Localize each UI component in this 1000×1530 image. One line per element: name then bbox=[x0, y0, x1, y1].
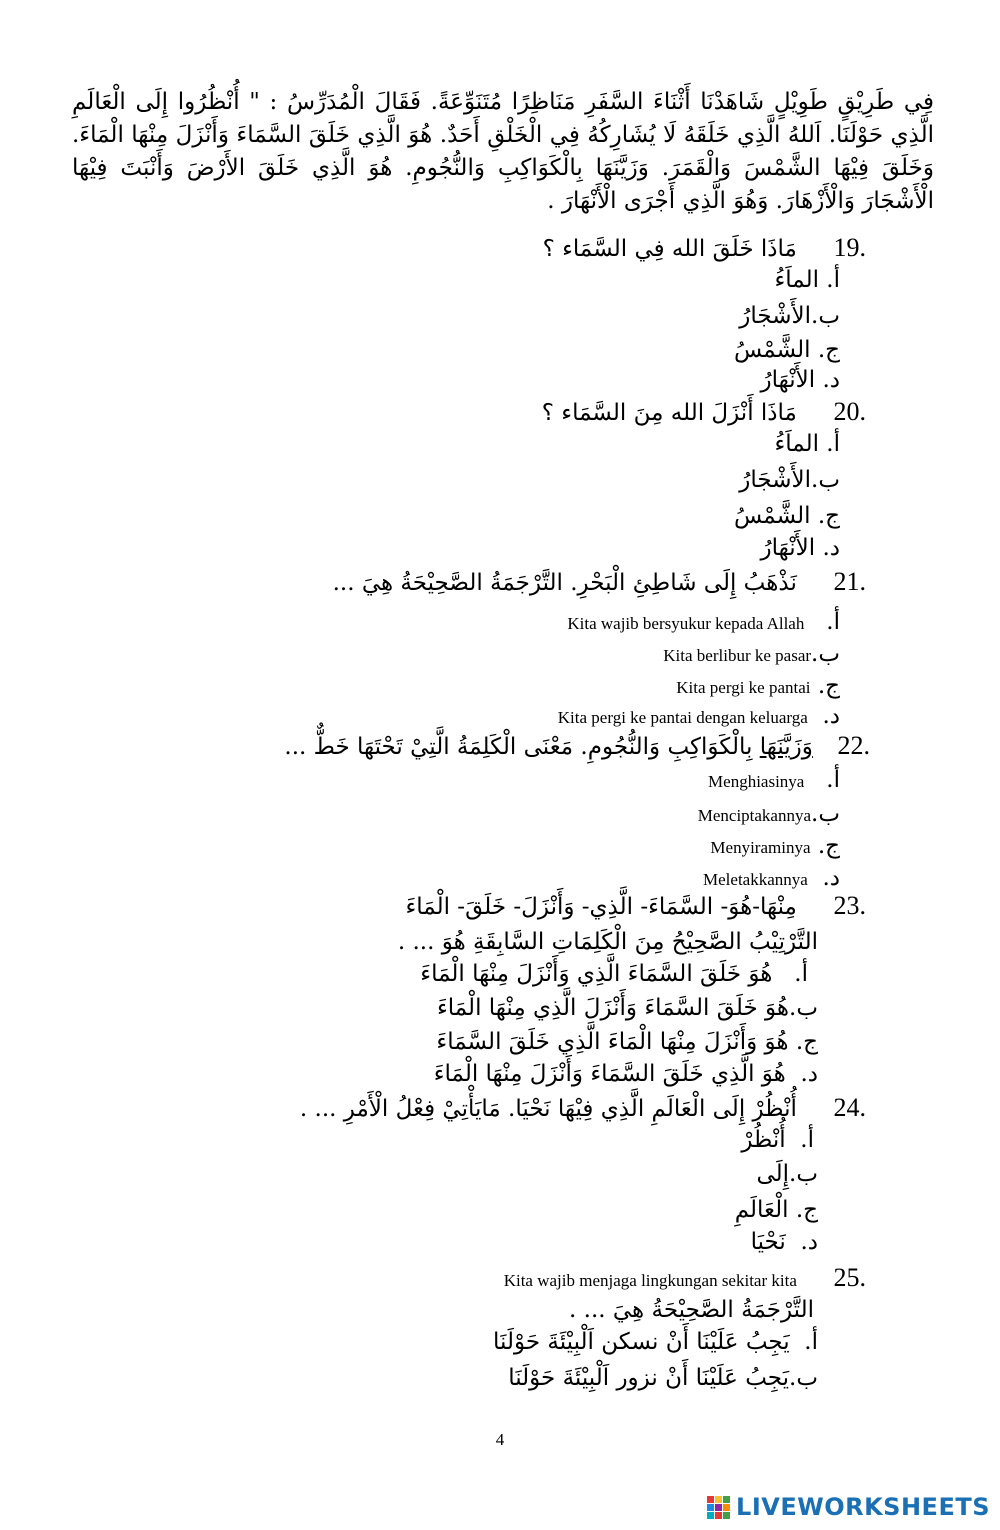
option-text: الأَشْجَارُ bbox=[739, 303, 812, 329]
question-25 bbox=[504, 1262, 866, 1294]
question-text: بِالْكَوَاكِبِ وَالنُّجُومِ. مَعْنَى الْكَلِمَةُ الَّتِيْ تَحْتَهَا خَطٌّ ... bbox=[284, 734, 753, 760]
option-letter: أ. bbox=[826, 767, 840, 793]
option-24-a[interactable] bbox=[741, 1124, 814, 1156]
option-21-a[interactable] bbox=[567, 606, 840, 638]
option-21-b[interactable] bbox=[663, 638, 840, 670]
option-letter: ج. bbox=[817, 833, 840, 859]
option-19-c[interactable] bbox=[734, 334, 840, 366]
option-25-b[interactable] bbox=[508, 1362, 818, 1394]
question-text: مِنْهَا-هُوَ- السَّمَاءَ- الَّذِي- وَأَنْزَلَ- خَلَقَ- الْمَاءَ bbox=[405, 894, 797, 920]
underlined-word: وَزَيَّنَهَا bbox=[759, 734, 813, 760]
option-letter: ج. bbox=[817, 337, 840, 363]
option-20-b[interactable] bbox=[739, 464, 840, 496]
option-22-a[interactable] bbox=[708, 764, 840, 796]
question-number: .21 bbox=[833, 567, 866, 596]
question-21 bbox=[333, 566, 866, 598]
question-text: التَّرْجَمَةُ الصَّحِيْحَةُ هِيَ ... . bbox=[569, 1297, 814, 1323]
question-25-instruction bbox=[569, 1294, 814, 1326]
option-text: إِلَى bbox=[756, 1161, 790, 1187]
question-19 bbox=[543, 232, 866, 264]
option-text: الأَشْجَارُ bbox=[739, 467, 812, 493]
option-text: الماَءُ bbox=[774, 431, 819, 457]
option-19-d[interactable] bbox=[761, 364, 841, 396]
option-letter: أ. bbox=[804, 1329, 818, 1355]
option-23-c[interactable] bbox=[436, 1026, 818, 1058]
option-text: Kita pergi ke pantai dengan keluarga bbox=[557, 708, 808, 727]
option-24-d[interactable] bbox=[751, 1226, 818, 1258]
option-text: الشَّمْسُ bbox=[733, 337, 811, 363]
option-letter: د. bbox=[800, 1061, 818, 1087]
option-text: يَجِبُ عَلَيْنَا أَنْ نزور اَلْبِيْئَةَ حَوْلَنَا bbox=[508, 1365, 790, 1391]
question-text: التَّرْتِيْبُ الصَّحِيْحُ مِنَ الْكَلِمَاتِ السَّابِقَةِ هُوَ ... . bbox=[397, 929, 818, 955]
option-20-c[interactable] bbox=[734, 500, 840, 532]
question-22 bbox=[284, 730, 870, 762]
option-20-d[interactable] bbox=[761, 532, 841, 564]
option-19-b[interactable] bbox=[739, 300, 840, 332]
option-text: الْعَالَمِ bbox=[734, 1197, 789, 1223]
option-text: يَجِبُ عَلَيْنَا أَنْ نسكن اَلْبِيْئَةَ حَوْلَنَا bbox=[493, 1329, 790, 1355]
option-text: هُوَ وَأَنْزَلَ مِنْهَا الْمَاءَ الَّذِي خَلَقَ السَّمَاءَ bbox=[436, 1029, 789, 1055]
option-letter: أ. bbox=[826, 609, 840, 635]
option-23-a[interactable] bbox=[420, 958, 808, 990]
question-text: نَذْهَبُ إِلَى شَاطِئِ الْبَحْرِ. التَّرْجَمَةُ الصَّحِيْحَةُ هِيَ ... bbox=[332, 570, 797, 596]
option-text: الأَنْهَارُ bbox=[760, 367, 816, 393]
option-letter: د. bbox=[822, 703, 840, 729]
option-text: أُنْظُرْ bbox=[741, 1127, 786, 1153]
option-letter: د. bbox=[800, 1229, 818, 1255]
option-letter: ب. bbox=[811, 303, 840, 329]
brand-name: LIVEWORKSHEETS bbox=[736, 1493, 990, 1521]
question-text: Kita wajib menjaga lingkungan sekitar kita bbox=[503, 1271, 797, 1290]
option-letter: ب. bbox=[789, 1365, 818, 1391]
option-letter: ب. bbox=[789, 995, 818, 1021]
option-22-c[interactable] bbox=[710, 830, 840, 862]
option-23-b[interactable] bbox=[437, 992, 818, 1024]
option-text: الماَءُ bbox=[774, 267, 819, 293]
option-text: هُوَ الَّذِي خَلَقَ السَّمَاءَ وَأَنْزَلَ مِنْهَا الْمَاءَ bbox=[433, 1061, 786, 1087]
option-text: Meletakkannya bbox=[703, 870, 808, 889]
option-21-d[interactable] bbox=[558, 700, 840, 732]
option-letter: ب. bbox=[811, 467, 840, 493]
page-number: 4 bbox=[495, 1430, 505, 1449]
option-letter: د. bbox=[822, 367, 840, 393]
option-letter: د. bbox=[822, 865, 840, 891]
question-text: أُنْظُرْ إِلَى الْعَالَمِ الَّذِي فِيْهَا نَحْيَا. مَايَأْتِيْ فِعْلُ الْأَمْرِ ... . bbox=[299, 1096, 797, 1122]
option-21-c[interactable] bbox=[676, 670, 840, 702]
question-number: .24 bbox=[833, 1093, 866, 1122]
option-text: Kita wajib bersyukur kepada Allah bbox=[567, 614, 805, 633]
question-text: مَاذَا أَنْزَلَ الله مِنَ السَّمَاء ؟ bbox=[541, 400, 797, 426]
question-number: .22 bbox=[837, 731, 870, 760]
option-25-a[interactable] bbox=[493, 1326, 818, 1358]
option-letter: ج. bbox=[817, 503, 840, 529]
option-text: Menciptakannya bbox=[697, 806, 812, 825]
option-letter: ج. bbox=[817, 673, 840, 699]
option-text: الأَنْهَارُ bbox=[760, 535, 816, 561]
option-text: Kita berlibur ke pasar bbox=[663, 646, 812, 665]
option-letter: ب. bbox=[789, 1161, 818, 1187]
option-letter: ب. bbox=[811, 801, 840, 827]
option-letter: ج. bbox=[795, 1029, 818, 1055]
option-20-a[interactable] bbox=[774, 428, 840, 460]
option-letter: د. bbox=[822, 535, 840, 561]
question-24 bbox=[300, 1092, 866, 1124]
option-letter: أ. bbox=[800, 1127, 814, 1153]
option-24-c[interactable] bbox=[735, 1194, 818, 1226]
question-20 bbox=[542, 396, 866, 428]
option-22-b[interactable] bbox=[698, 798, 840, 830]
question-number: .25 bbox=[833, 1263, 866, 1292]
option-text: Kita pergi ke pantai bbox=[676, 678, 811, 697]
question-number: .23 bbox=[833, 891, 866, 920]
option-text: هُوَ خَلَقَ السَّمَاءَ الَّذِي وَأَنْزَلَ مِنْهَا الْمَاءَ bbox=[420, 961, 773, 987]
question-23 bbox=[405, 890, 866, 922]
liveworksheets-logo bbox=[707, 1492, 990, 1522]
option-text: هُوَ خَلَقَ السَّمَاءَ وَأَنْزَلَ الَّذِي مِنْهَا الْمَاءَ bbox=[436, 995, 790, 1021]
reading-passage: فِي طَرِيْقٍ طَوِيْلٍ شَاهَدْنَا أَثْنَاءَ السَّفَرِ مَنَاظِرًا مُتَنَوِّعَةً. فَقَالَ الْمُدَرِّسُ : " أُنْظُرُوا إِلَى الْعَالَمِ الَّذِي حَوْلَنَا. اَللهُ الَّذِي خَلَقَهُ لَا يُشَارِكُهُ فِي الْخَلْقِ أَحَدٌ. هُوَ الَّذِي خَلَقَ السَّمَاءَ وَأَنْزَلَ مِنْهَا الْمَاءَ. وَخَلَقَ فِيْهَا الشَّمْسَ وَالْقَمَرَ. وَزَيَّنَهَا بِالْكَوَاكِبِ وَالنُّجُومِ. هُوَ الَّذِي خَلَقَ الأَرْضَ وَأَنْبَتَ فِيْهَا الْأَشْجَارَ وَالْأَزْهَارَ. وَهُوَ الَّذِي أَجْرَى الْأَنْهَارَ . bbox=[72, 89, 934, 214]
option-letter: ب. bbox=[811, 641, 840, 667]
option-letter: أ. bbox=[826, 431, 840, 457]
logo-grid-icon bbox=[707, 1496, 730, 1519]
option-24-b[interactable] bbox=[756, 1158, 818, 1190]
option-text: Menyiraminya bbox=[710, 838, 811, 857]
option-text: الشَّمْسُ bbox=[733, 503, 811, 529]
option-text: Menghiasinya bbox=[708, 772, 805, 791]
option-letter: ج. bbox=[795, 1197, 818, 1223]
question-23-instruction bbox=[398, 926, 818, 958]
option-19-a[interactable] bbox=[774, 264, 840, 296]
question-number: .19 bbox=[833, 233, 866, 262]
question-text: مَاذَا خَلَقَ الله فِي السَّمَاء ؟ bbox=[542, 236, 797, 262]
option-text: نَحْيَا bbox=[750, 1229, 786, 1255]
option-23-d[interactable] bbox=[434, 1058, 818, 1090]
option-letter: أ. bbox=[794, 961, 808, 987]
question-number: .20 bbox=[833, 397, 866, 426]
option-letter: أ. bbox=[826, 267, 840, 293]
